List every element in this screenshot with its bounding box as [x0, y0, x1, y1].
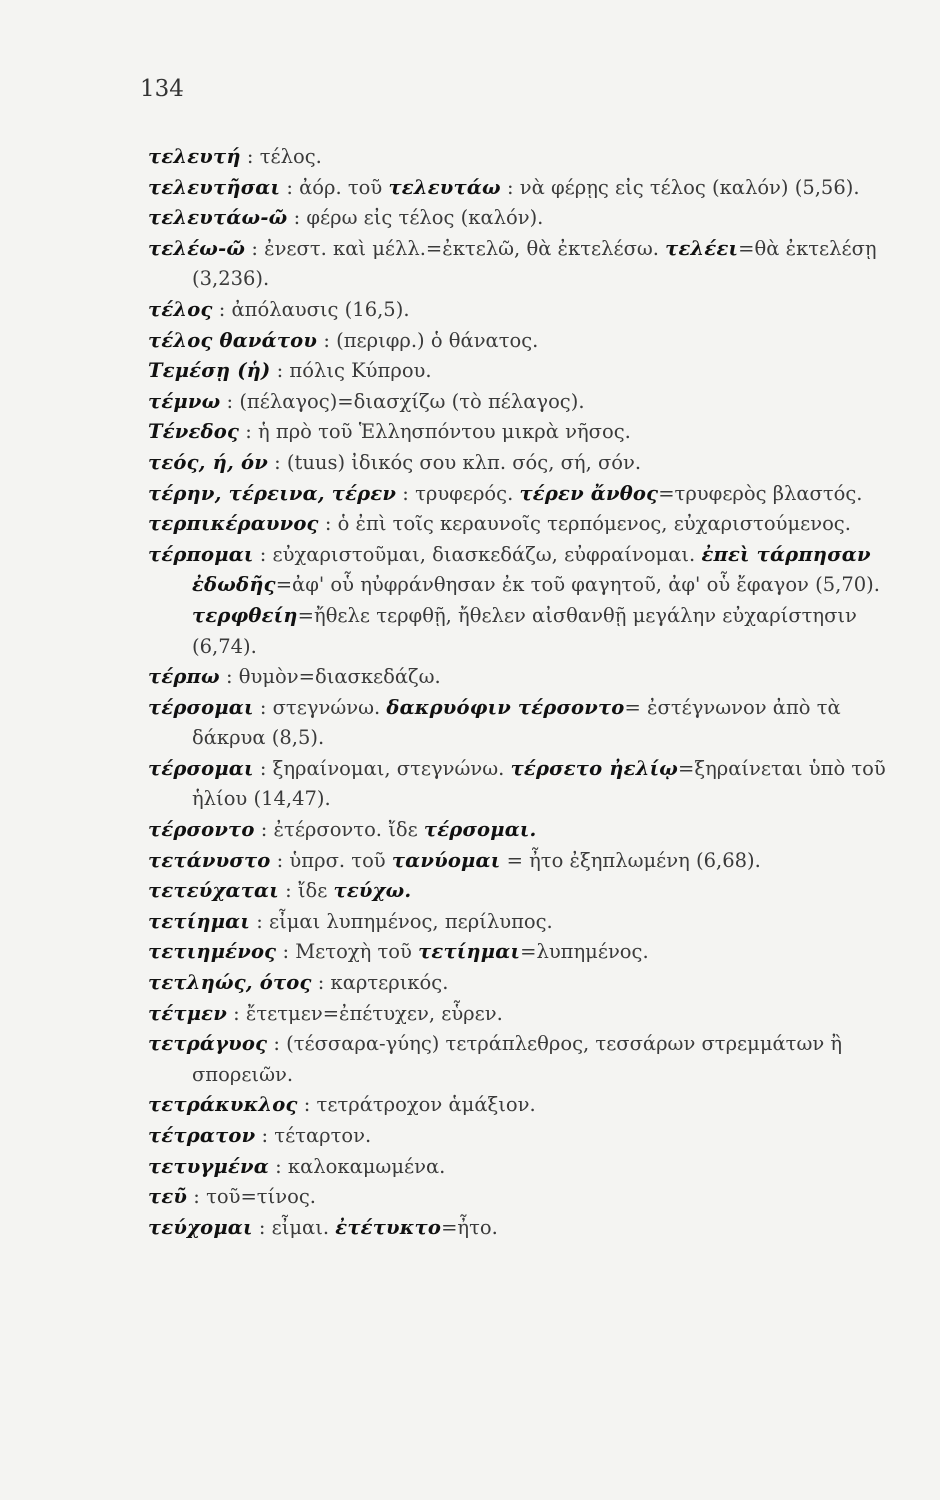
entry-headword: τελευτάω-ῶ — [148, 206, 288, 230]
entry-definition: : τοῦ=τίνος. — [187, 1185, 316, 1209]
entry-headword: τετυγμένα — [148, 1154, 269, 1178]
entry-definition: : τέλος. — [240, 145, 322, 168]
dictionary-entry — [148, 876, 908, 907]
entry-definition: =λυπημένος. — [520, 940, 649, 964]
dictionary-entry — [148, 417, 908, 448]
entry-headword: τερπικέραυνος — [148, 512, 319, 536]
dictionary-entries — [148, 142, 908, 1243]
dictionary-entry — [148, 1182, 908, 1213]
entry-headword: τερφθείη — [192, 603, 298, 627]
entry-headword: τεῦ — [148, 1185, 188, 1209]
entry-headword: τέρην, τέρεινα, τέρεν — [148, 481, 397, 505]
dictionary-entry — [148, 754, 908, 815]
entry-headword: τεός, ή, όν — [148, 450, 268, 474]
dictionary-entry — [148, 234, 908, 295]
entry-definition: =θὰ ἐκτελέσῃ (3,236). — [192, 236, 877, 291]
entry-headword: τελευτῆσαι — [148, 175, 281, 199]
dictionary-entry — [148, 295, 908, 326]
entry-headword: τετιημένος — [148, 940, 277, 964]
entry-headword: τέρσετο ἠελίῳ — [510, 756, 678, 780]
dictionary-entry — [148, 662, 908, 693]
entry-definition: : στεγνώνω. — [253, 695, 387, 719]
entry-definition: : εἶμαι. — [252, 1215, 336, 1239]
dictionary-entry — [148, 1152, 908, 1183]
entry-definition: : εὐχαριστοῦμαι, διασκεδάζω, εὐφραίνομαι. — [253, 542, 702, 566]
entry-headword: τετάνυστο — [148, 848, 271, 872]
entry-definition: : ἴδε — [278, 879, 334, 903]
entry-headword: τέρσομαι — [148, 695, 254, 719]
dictionary-entry — [148, 815, 908, 846]
entry-definition: : ὑπρσ. τοῦ — [270, 848, 392, 872]
entry-headword: τέρπω — [148, 665, 220, 689]
dictionary-entry — [148, 326, 908, 357]
entry-headword: τετεύχαται — [148, 879, 279, 903]
entry-definition: =ξηραίνεται ὑπὸ τοῦ ἡλίου (14,47). — [192, 756, 886, 811]
entry-definition: = ἦτο ἐξηπλωμένη (6,68). — [500, 848, 761, 872]
dictionary-entry — [148, 142, 908, 173]
entry-definition: : ἔτετμεν=ἐπέτυχεν, εὗρεν. — [226, 1001, 503, 1025]
entry-headword: τελευτάω — [388, 175, 501, 199]
entry-headword: τελέω-ῶ — [148, 236, 246, 260]
dictionary-entry — [148, 907, 908, 938]
entry-headword: τανύομαι — [391, 848, 501, 872]
entry-definition: : ἐνεστ. καὶ μέλλ.=ἐκτελῶ, θὰ ἐκτελέσω. — [245, 236, 666, 260]
entry-headword: τετράκυκλος — [148, 1093, 298, 1117]
entry-definition: : τέταρτον. — [255, 1124, 372, 1147]
entry-headword: τέλος θανάτου — [148, 328, 318, 352]
entry-definition: : τετράτροχον ἁμάξιον. — [297, 1093, 536, 1117]
entry-definition: : καλοκαμωμένα. — [268, 1154, 446, 1178]
dictionary-entry — [148, 448, 908, 479]
dictionary-entry — [148, 1029, 908, 1090]
entry-definition: : ὁ ἐπὶ τοῖς κεραυνοῖς τερπόμενος, εὐχαριστούμενος. — [318, 512, 851, 536]
dictionary-entry — [148, 203, 908, 234]
entry-headword: τετράγυος — [148, 1032, 268, 1056]
entry-definition: : ἀπόλαυσις (16,5). — [212, 297, 410, 321]
entry-definition: : (περιφρ.) ὁ θάνατος. — [317, 328, 539, 352]
dictionary-entry — [148, 509, 908, 540]
entry-headword: τέρπομαι — [148, 542, 254, 566]
page-number: 134 — [140, 76, 184, 102]
dictionary-entry — [148, 968, 908, 999]
entry-headword: ἐπεὶ τάρπησαν ἐδωδῆς — [192, 542, 871, 597]
dictionary-entry — [148, 1121, 908, 1152]
entry-definition: : πόλις Κύπρου. — [270, 359, 432, 383]
entry-headword: τετίημαι — [148, 909, 251, 933]
entry-headword: τεύχομαι — [148, 1215, 253, 1239]
entry-definition: = ἐστέγνωνον ἀπὸ τὰ δάκρυα (8,5). — [192, 695, 841, 750]
entry-headword: τέρσομαι — [148, 756, 254, 780]
entry-definition: : καρτερικός. — [311, 971, 449, 995]
dictionary-entry — [148, 1090, 908, 1121]
entry-headword: τελέει — [665, 236, 739, 260]
entry-definition: : (πέλαγος)=διασχίζω (τὸ πέλαγος). — [220, 389, 585, 413]
dictionary-entry — [148, 356, 908, 387]
entry-headword: τέτμεν — [148, 1001, 227, 1025]
entry-headword: Τεμέσῃ (ἡ) — [148, 359, 271, 383]
entry-definition: : (tuus) ἰδικός σου κλπ. σός, σή, σόν. — [267, 450, 642, 474]
entry-headword: τέρσοντο — [148, 818, 255, 842]
entry-headword: Τένεδος — [148, 420, 240, 444]
entry-headword: τελευτή — [148, 145, 241, 168]
entry-headword: τέμνω — [148, 389, 221, 413]
entry-headword: τετληώς, ότος — [148, 971, 312, 995]
entry-headword: δακρυόφιν τέρσοντο — [386, 695, 625, 719]
entry-headword: τέρεν ἄνθος — [519, 481, 659, 505]
dictionary-entry — [148, 1213, 908, 1244]
entry-definition: : (τέσσαρα-γύης) τετράπλεθρος, τεσσάρων στρεμμάτων ἢ σπορειῶν. — [192, 1032, 843, 1086]
dictionary-entry — [148, 387, 908, 418]
entry-definition: : Μετοχὴ τοῦ — [276, 940, 419, 964]
entry-definition: : νὰ φέρῃς εἰς τέλος (καλόν) (5,56). — [500, 175, 860, 199]
entry-definition: =ἀφ' οὗ ηὐφράνθησαν ἐκ τοῦ φαγητοῦ, ἀφ' οὗ ἔφαγον (5,70). — [275, 573, 880, 597]
entry-definition: =τρυφερὸς βλαστός. — [658, 481, 863, 505]
dictionary-entry — [148, 693, 908, 754]
dictionary-entry — [148, 846, 908, 877]
entry-definition: : εἶμαι λυπημένος, περίλυπος. — [250, 909, 553, 933]
dictionary-entry — [148, 479, 908, 510]
entry-definition: : φέρω εἰς τέλος (καλόν). — [287, 206, 544, 230]
entry-definition: : τρυφερός. — [396, 481, 520, 505]
dictionary-entry — [148, 999, 908, 1030]
entry-headword: τετίημαι — [418, 940, 521, 964]
entry-headword: τεύχω. — [333, 879, 412, 903]
entry-definition: : θυμὸν=διασκεδάζω. — [219, 665, 441, 689]
dictionary-entry — [148, 937, 908, 968]
entry-definition: =ἦτο. — [441, 1215, 498, 1239]
entry-headword: τέρσομαι. — [423, 818, 537, 842]
entry-definition: : ξηραίνομαι, στεγνώνω. — [253, 756, 511, 780]
dictionary-entry — [148, 540, 908, 662]
entry-definition: : ἐτέρσοντο. ἴδε — [254, 818, 424, 842]
entry-definition: =ἤθελε τερφθῇ, ἤθελεν αἰσθανθῇ μεγάλην εὐχαρίστησιν (6,74). — [192, 603, 857, 658]
entry-headword: τέτρατον — [148, 1124, 256, 1147]
entry-headword: ἐτέτυκτο — [335, 1215, 442, 1239]
dictionary-entry — [148, 173, 908, 204]
entry-definition: : ἀόρ. τοῦ — [280, 175, 389, 199]
entry-headword: τέλος — [148, 297, 213, 321]
entry-definition: : ἡ πρὸ τοῦ Ἑλλησπόντου μικρὰ νῆσος. — [239, 420, 631, 444]
